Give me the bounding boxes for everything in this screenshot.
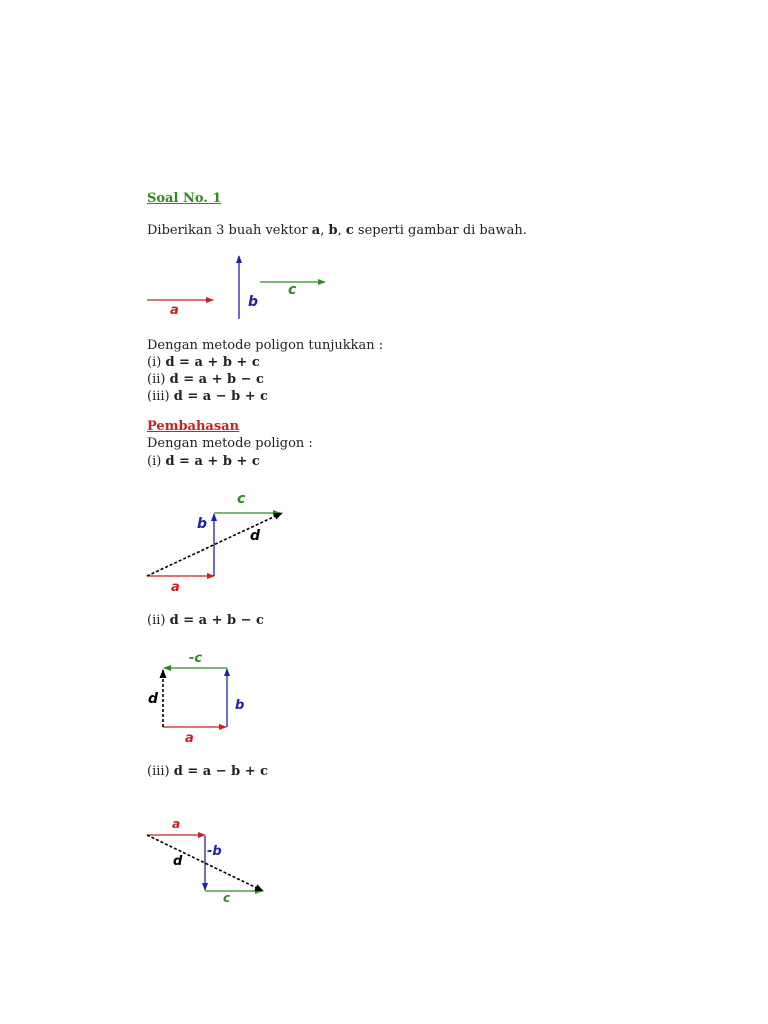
case2-a-label: a <box>185 731 194 746</box>
case1-a-label: a <box>171 580 180 595</box>
soal-title: Soal No. 1 <box>147 191 222 206</box>
vector-b-label: b <box>248 294 259 310</box>
case3-a-label: a <box>172 817 181 831</box>
case-num: (ii) <box>147 613 170 628</box>
soal-prompt: Dengan metode poligon tunjukkan : <box>147 338 384 353</box>
item-num: (ii) <box>147 372 170 387</box>
intro-vector-c: c <box>345 223 354 238</box>
case2-c-label: -c <box>189 651 203 666</box>
case-num: (i) <box>147 454 166 469</box>
case1-c-label: c <box>237 491 246 507</box>
intro-suffix: seperti gambar di bawah. <box>353 223 527 238</box>
intro-sep2: , <box>337 223 346 238</box>
case-eq: d = a + b − c <box>169 613 264 628</box>
case3-d-label: d <box>173 854 183 869</box>
case3-b-label: -b <box>207 844 222 859</box>
intro-vector-b: b <box>328 223 338 238</box>
vector-c-label: c <box>288 282 297 298</box>
case1-d-label: d <box>250 528 261 544</box>
intro-sep1: , <box>320 223 329 238</box>
item-num: (iii) <box>147 389 174 404</box>
case1-b-label: b <box>197 516 208 532</box>
case-num: (iii) <box>147 764 174 779</box>
item-num: (i) <box>147 355 166 370</box>
intro-vector-a: a <box>311 223 321 238</box>
pembahasan-method: Dengan metode poligon : <box>147 436 313 451</box>
case2-b-label: b <box>235 698 245 713</box>
case-eq: d = a + b + c <box>165 454 260 469</box>
item-eq: d = a − b + c <box>173 389 269 404</box>
intro-prefix: Diberikan 3 buah vektor <box>147 223 312 238</box>
case3-c-label: c <box>223 891 231 905</box>
item-eq: d = a + b + c <box>165 355 260 370</box>
vector-a-label: a <box>170 303 179 318</box>
item-eq: d = a + b − c <box>169 372 264 387</box>
pembahasan-title: Pembahasan <box>147 419 240 434</box>
case-eq: d = a − b + c <box>173 764 269 779</box>
case2-d-label: d <box>148 691 159 707</box>
